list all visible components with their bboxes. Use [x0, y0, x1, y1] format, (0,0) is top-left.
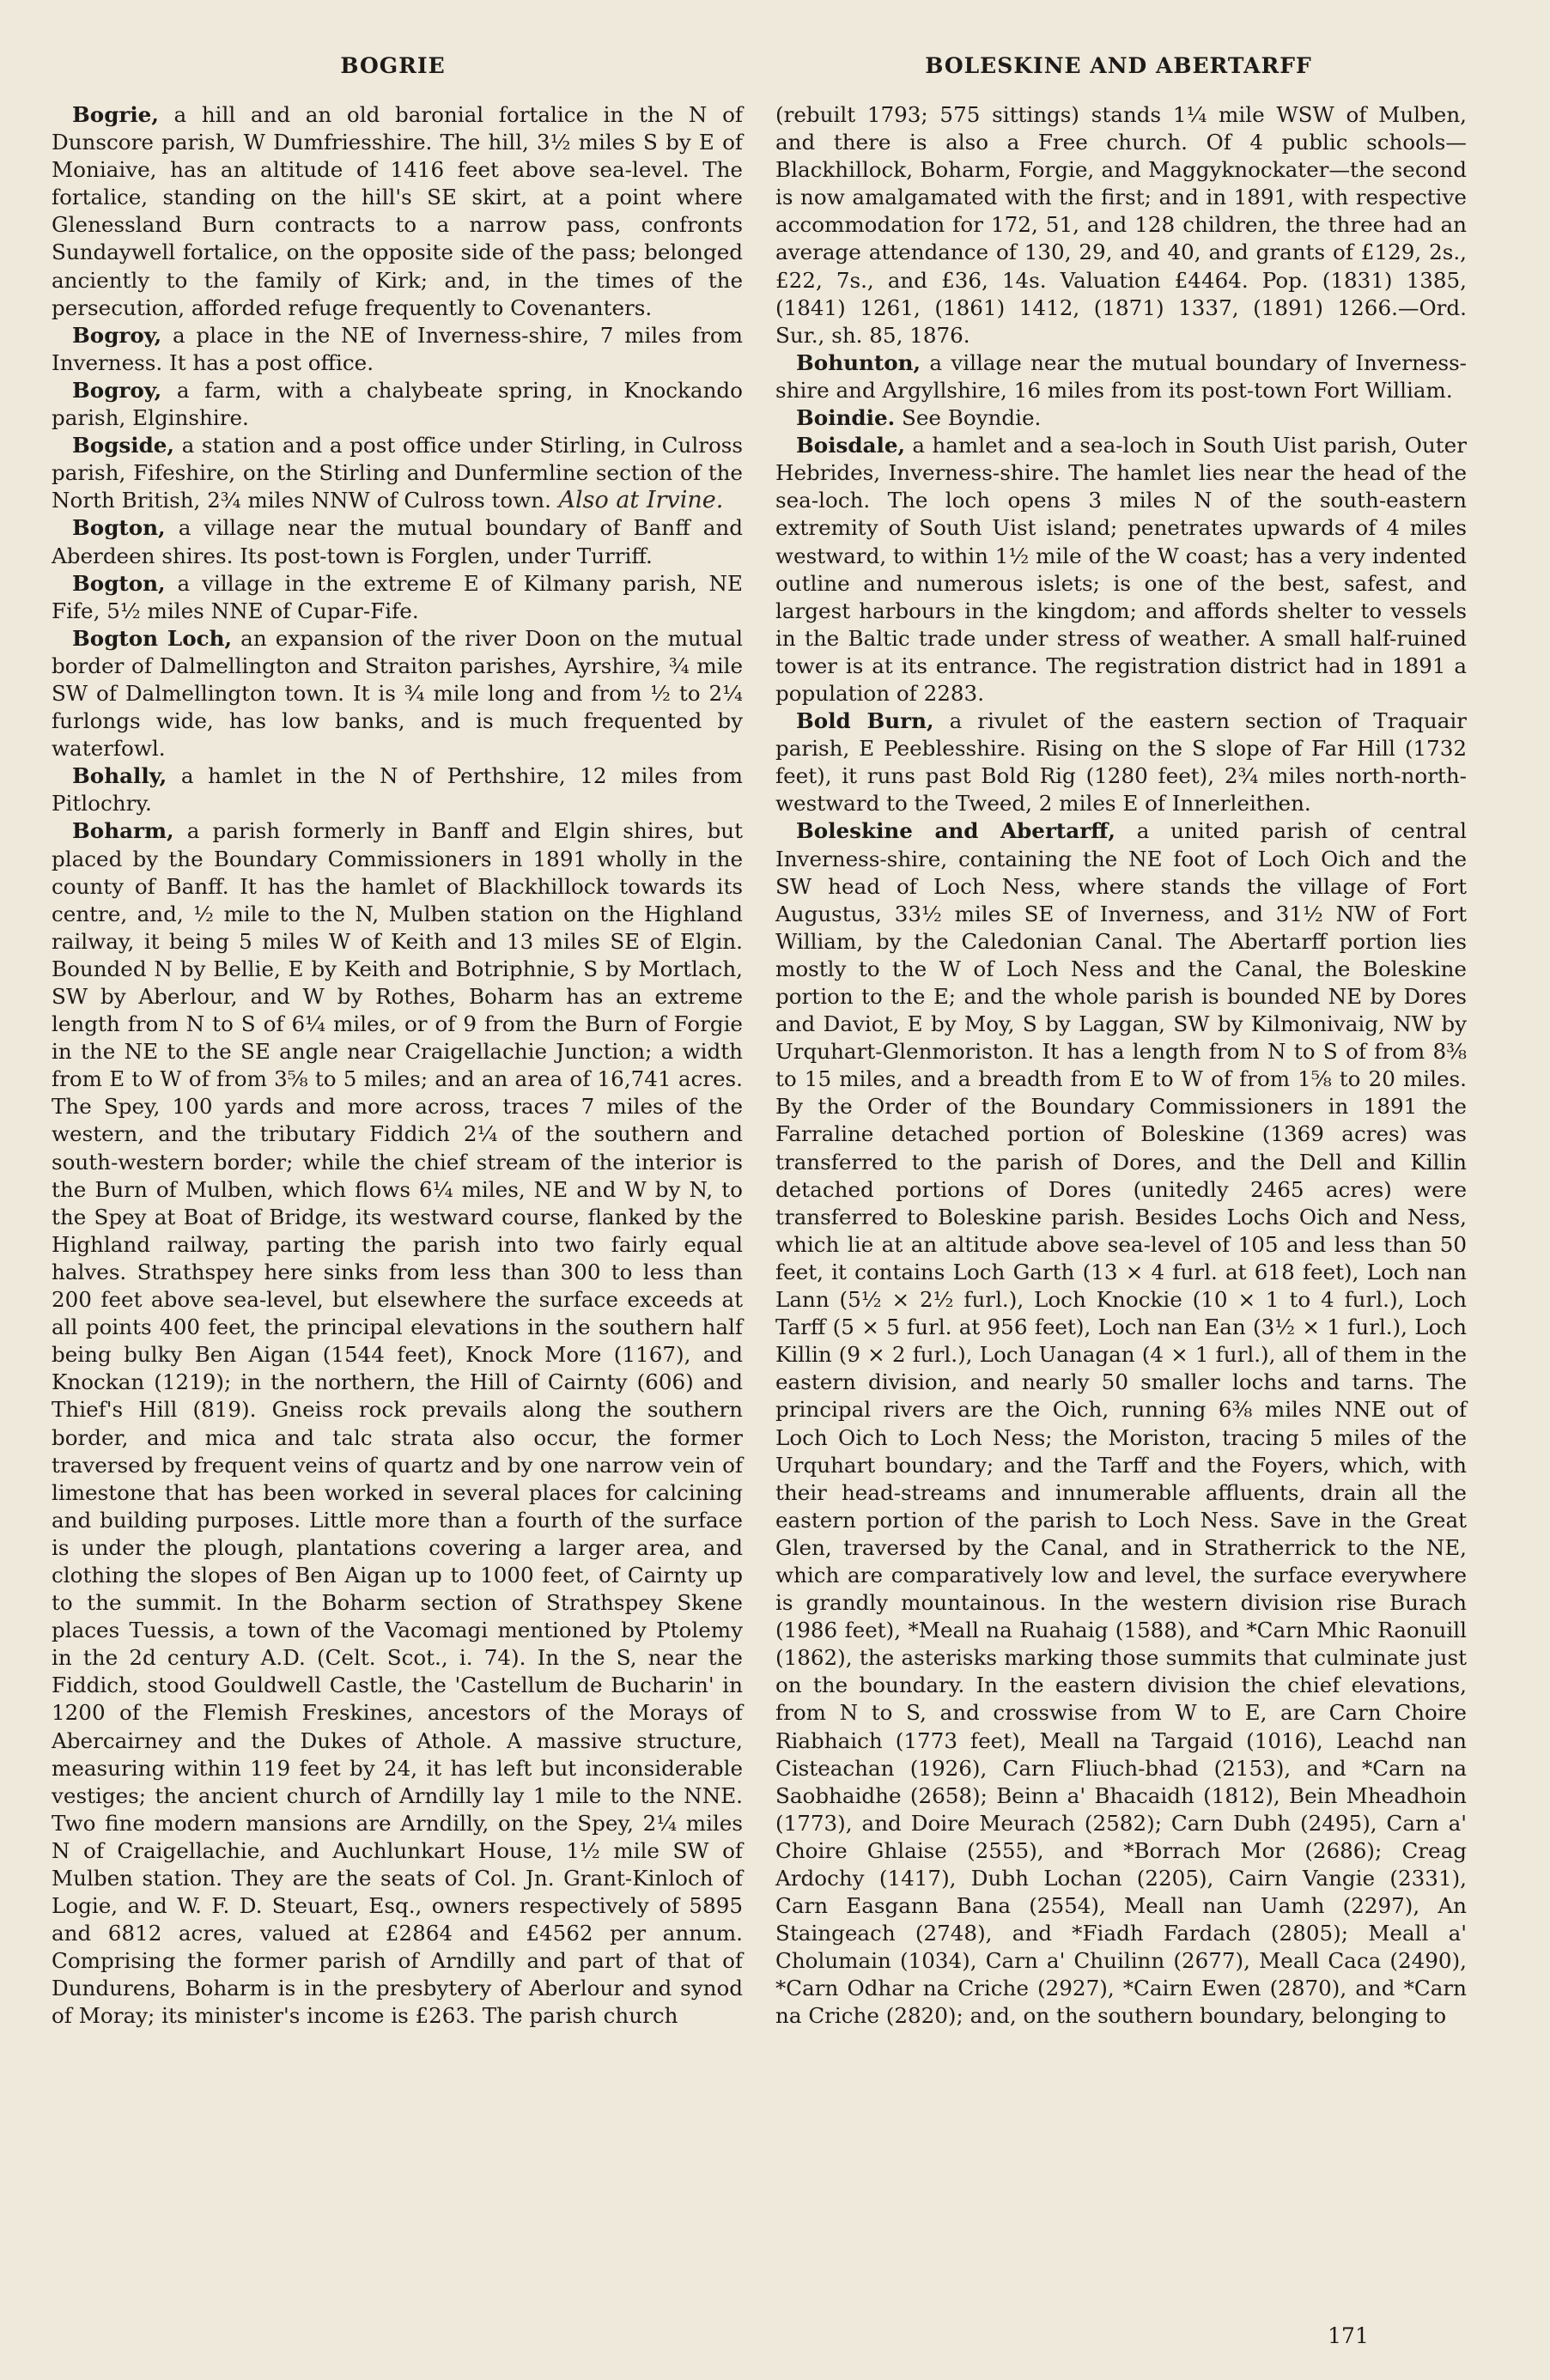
- entry: [775, 817, 1467, 2030]
- entry: [52, 762, 743, 817]
- entry-term: Bold Burn,: [796, 708, 934, 734]
- entry-term: Bogton,: [72, 570, 166, 596]
- entry-text: a united parish of central Inverness-shire, containing the NE foot of Loch Oich and the SW head of Loch Ness, where stands the village of Fort Augustus, 33½ miles SE of Inverness, and 31½ NW of Fort William, by the Caledonian Canal. The Abertarff portion lies mostly to the W of Loch Ness and the Canal, the Boleskine portion to the E; and the whole parish is bounded NE by Dores and Daviot, E by Moy, S by Laggan, SW by Kilmonivaig, NW by Urquhart-Glenmoriston. It has a length from N to S of from 8⅜ to 15 miles, and a breadth from E to W of from 1⅝ to 20 miles. By the Order of the Boundary Commissioners in 1891 the Farraline detached portion of Boleskine (1369 acres) was transferred to the parish of Dores, and the Dell and Killin detached portions of Dores (unitedly 2465 acres) were transferred to Boleskine parish. Besides Lochs Oich and Ness, which lie at an altitude above sea-level of 105 and less than 50 feet, it contains Loch Garth (13 × 4 furl. at 618 feet), Loch nan Lann (5½ × 2½ furl.), Loch Knockie (10 × 1 to 4 furl.), Loch Tarff (5 × 5 furl. at 956 feet), Loch nan Ean (3½ × 1 furl.), Loch Killin (9 × 2 furl.), Loch Uanagan (4 × 1 furl.), all of them in the eastern division, and nearly 50 smaller lochs and tarns. The principal rivers are the Oich, running 6⅜ miles NNE out of Loch Oich to Loch Ness; the Moriston, tracing 5 miles of the Urquhart boundary; and the Tarff and the Foyers, which, with their head-streams and innumerable affluents, drain all the eastern portion of the parish to Loch Ness. Save in the Great Glen, traversed by the Canal, and in Stratherrick to the NE, which are comparatively low and level, the surface everywhere is grandly mountainous. In the western division rise Burach (1986 feet), *Meall na Ruahaig (1588), and *Carn Mhic Raonuill (1862), the asterisks marking those summits that culminate just on the boundary. In the eastern division the chief elevations, from N to S, and crosswise from W to E, are Carn Choire Riabhaich (1773 feet), Meall na Targaid (1016), Leachd nan Cisteachan (1926), Carn Fliuch-bhad (2153), and *Carn na Saobhaidhe (2658); Beinn a' Bhacaidh (1812), Bein Mheadhoin (1773), and Doire Meurach (2582); Carn Dubh (2495), Carn a' Choire Ghlaise (2555), and *Borrach Mor (2686); Creag Ardochy (1417), Dubh Lochan (2205), Cairn Vangie (2331), Carn Easgann Bana (2554), Meall nan Uamh (2297), An Staingeach (2748), and *Fiadh Fardach (2805); Meall a' Cholumain (1034), Carn a' Chuilinn (2677), Meall Caca (2490), *Carn Odhar na Criche (2927), *Cairn Ewen (2870), and *Carn na Criche (2820); and, on the southern boundary, belonging to: [775, 818, 1467, 2029]
- entry-term: Bogton Loch,: [72, 625, 233, 651]
- entry-term: Bogroy,: [72, 377, 162, 403]
- entry-text: a farm, with a chalybeate spring, in Knockando parish, Elginshire.: [52, 377, 743, 431]
- entry-term: Bogton,: [72, 515, 166, 541]
- running-header-right: BOLESKINE AND ABERTARFF: [925, 53, 1312, 78]
- entry-text: a village near the mutual boundary of Banff and Aberdeen shires. Its post-town is Forglen, under Turriff.: [52, 515, 743, 568]
- entry-term: Bogrie,: [72, 102, 159, 127]
- entry-term: Bogside,: [72, 433, 174, 458]
- entry-text: See Boyndie.: [895, 405, 1042, 431]
- entry: [52, 322, 743, 377]
- entry: [52, 432, 743, 514]
- entry-term: Boharm,: [72, 818, 174, 844]
- entry-continuation: [775, 101, 1467, 349]
- entry-text: a station and a post office under Stirling, in Culross parish, Fifeshire, on the Stirling and Dunfermline section of the North British, 2¾ miles NNW of Culross town.: [52, 433, 743, 513]
- entry-text: a village near the mutual boundary of Inverness-shire and Argyllshire, 16 miles from its post-town Fort William.: [775, 349, 1467, 403]
- entry-term: Bohally,: [72, 763, 167, 789]
- entry: [52, 625, 743, 762]
- entry-text: a place in the NE of Inverness-shire, 7 miles from Inverness. It has a post office.: [52, 322, 743, 375]
- entry-term: Boleskine and Abertarff,: [796, 818, 1115, 844]
- entry-term: Boisdale,: [796, 433, 906, 458]
- entry-text: (rebuilt 1793; 575 sittings) stands 1¼ mile WSW of Mulben, and there is also a Free church. Of 4 public schools—Blackhillock, Boharm, Forgie, and Maggyknockater—the second is now amalgamated with the first; and in 1891, with respective accommodation for 172, 51, and 128 children, the three had an average attendance of 130, 29, and 40, and grants of £129, 2s., £22, 7s., and £36, 14s. Valuation £4464. Pop. (1831) 1385, (1841) 1261, (1861) 1412, (1871) 1337, (1891) 1266.—Ord. Sur., sh. 85, 1876.: [775, 102, 1467, 348]
- entry: [52, 101, 743, 322]
- entry: [775, 707, 1467, 817]
- handwritten-annotation: Also at Irvine.: [550, 487, 724, 514]
- entry-text: a hamlet in the N of Perthshire, 12 miles from Pitlochry.: [52, 763, 743, 817]
- entry: [52, 377, 743, 432]
- entry-text: a parish formerly in Banff and Elgin shires, but placed by the Boundary Commissioners in 1891 wholly in the county of Banff. It has the hamlet of Blackhillock towards its centre, and, ½ mile to the N, Mulben station on the Highland railway, it being 5 miles W of Keith and 13 miles SE of Elgin. Bounded N by Bellie, E by Keith and Botriphnie, S by Mortlach, SW by Aberlour, and W by Rothes, Boharm has an extreme length from N to S of 6¼ miles, or of 9 from the Burn of Forgie in the NE to the SE angle near Craigellachie Junction; a width from E to W of from 3⅝ to 5 miles; and an area of 16,741 acres. The Spey, 100 yards and more across, traces 7 miles of the western, and the tributary Fiddich 2¼ of the southern and south-western border; while the chief stream of the interior is the Burn of Mulben, which flows 6¼ miles, NE and W by N, to the Spey at Boat of Bridge, its westward course, flanked by the Highland railway, parting the parish into two fairly equal halves. Strathspey here sinks from less than 300 to less than 200 feet above sea-level, but elsewhere the surface exceeds at all points 400 feet, the principal elevations in the southern half being bulky Ben Aigan (1544 feet), Knock More (1167), and Knockan (1219); in the northern, the Hill of Cairnty (606) and Thief's Hill (819). Gneiss rock prevails along the southern border, and mica and talc strata also occur, the former traversed by frequent veins of quartz and by one narrow vein of limestone that has been worked in several places for calcining and building purposes. Little more than a fourth of the surface is under the plough, plantations covering a larger area, and clothing the slopes of Ben Aigan up to 1000 feet, of Cairnty up to the summit. In the Boharm section of Strathspey Skene places Tuessis, a town of the Vacomagi mentioned by Ptolemy in the 2d century A.D. (Celt. Scot., i. 74). In the S, near the Fiddich, stood Gouldwell Castle, the 'Castellum de Bucharin' in 1200 of the Flemish Freskines, ancestors of the Morays of Abercairney and the Dukes of Athole. A massive structure, measuring within 119 feet by 24, it has left but inconsiderable vestiges; the ancient church of Arndilly lay 1 mile to the NNE. Two fine modern mansions are Arndilly, on the Spey, 2¼ miles N of Craigellachie, and Auchlunkart House, 1½ mile SW of Mulben station. They are the seats of Col. Jn. Grant-Kinloch of Logie, and W. F. D. Steuart, Esq., owners respectively of 5895 and 6812 acres, valued at £2864 and £4562 per annum. Comprising the former parish of Arndilly and part of that of Dundurens, Boharm is in the presbytery of Aberlour and synod of Moray; its minister's income is £263. The parish church: [52, 818, 743, 2029]
- entry-text: a hill and an old baronial fortalice in the N of Dunscore parish, W Dumfriesshire. The hill, 3½ miles S by E of Moniaive, has an altitude of 1416 feet above sea-level. The fortalice, standing on the hill's SE skirt, at a point where Glenessland Burn contracts to a narrow pass, confronts Sundaywell fortalice, on the opposite side of the pass; belonged anciently to the family of Kirk; and, in the times of the persecution, afforded refuge frequently to Covenanters.: [52, 102, 743, 320]
- entry-text: a hamlet and a sea-loch in South Uist parish, Outer Hebrides, Inverness-shire. The hamlet lies near the head of the sea-loch. The loch opens 3 miles N of the south-eastern extremity of South Uist island; penetrates upwards of 4 miles westward, to within 1½ mile of the W coast; has a very indented outline and numerous islets; is one of the best, safest, and largest harbours in the kingdom; and affords shelter to vessels in the Baltic trade under stress of weather. A small half-ruined tower is at its entrance. The registration district had in 1891 a population of 2283.: [775, 433, 1467, 706]
- entry: [52, 570, 743, 625]
- right-column: [775, 101, 1467, 2031]
- running-header-left: BOGRIE: [340, 53, 446, 78]
- entry: [52, 817, 743, 2030]
- entry: [775, 404, 1467, 432]
- entry-text: a village in the extreme E of Kilmany parish, NE Fife, 5½ miles NNE of Cupar-Fife.: [52, 570, 743, 623]
- entry-text: an expansion of the river Doon on the mutual border of Dalmellington and Straiton parishes, Ayrshire, ¾ mile SW of Dalmellington town. It is ¾ mile long and from ½ to 2¼ furlongs wide, has low banks, and is much frequented by waterfowl.: [52, 625, 743, 762]
- entry-term: Boindie.: [796, 405, 896, 431]
- entry-term: Bohunton,: [796, 349, 921, 375]
- entry-text: a rivulet of the eastern section of Traquair parish, E Peeblesshire. Rising on the S slope of Far Hill (1732 feet), it runs past Bold Rig (1280 feet), 2¾ miles north-north-westward to the Tweed, 2 miles E of Innerleithen.: [775, 708, 1467, 817]
- entry: [52, 514, 743, 569]
- page-number: 171: [1328, 2323, 1369, 2348]
- entry-term: Bogroy,: [72, 322, 162, 348]
- left-column: [52, 101, 743, 2031]
- entry: [775, 432, 1467, 707]
- entry: [775, 349, 1467, 404]
